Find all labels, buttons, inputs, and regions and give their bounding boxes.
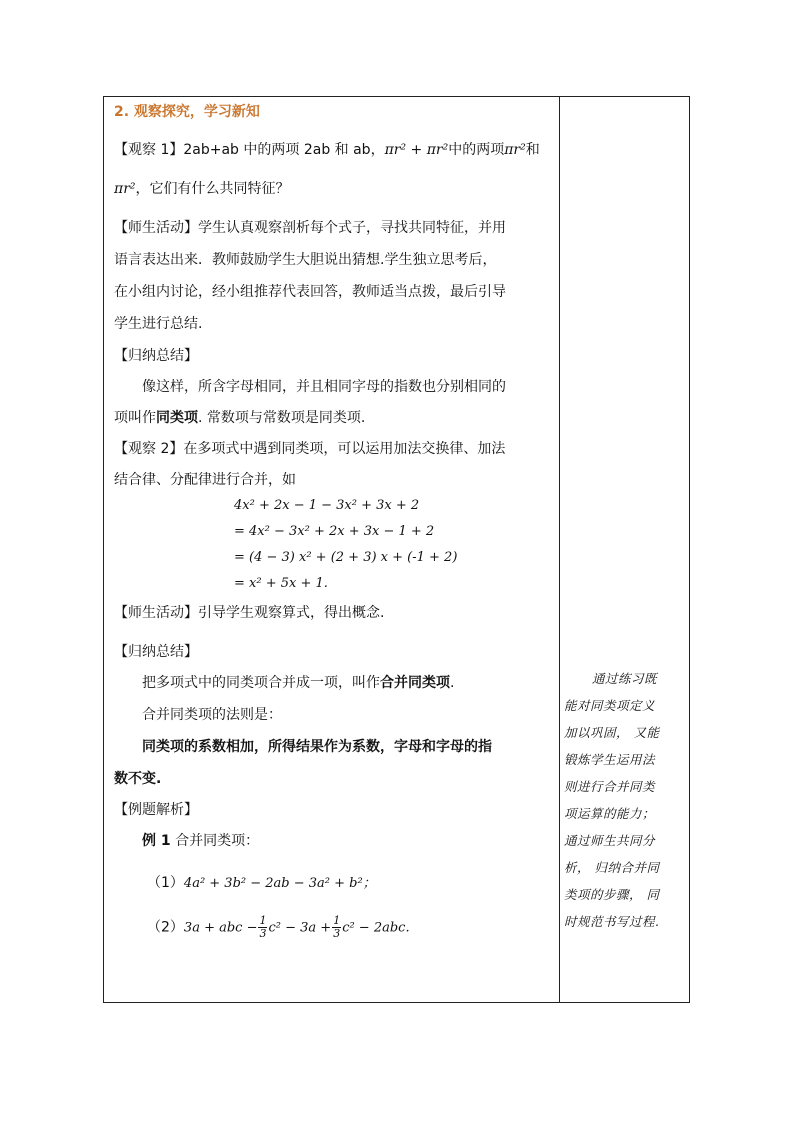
equation-line-2: = 4x² − 3x² + 2x + 3x − 1 + 2 [234,524,435,539]
example-tag: 【例题解析】 [114,802,198,818]
problem-1 [147,872,376,892]
summary-2-line2: 合并同类项的法则是： [142,707,282,723]
side-note-line: 通过练习既 [592,671,658,686]
problem-2 [147,915,410,940]
activity-1-line1 [114,217,506,237]
fraction-denominator: 3 [259,927,267,940]
summary-2-line1 [142,672,454,692]
equation-line-1: 4x² + 2x − 1 − 3x² + 3x + 2 [234,498,420,513]
observation-1-tag: 【观察 1】 [114,142,184,158]
fraction-one-third [332,915,341,940]
observation-1-text-a: 2ab+ab 中的两项 2ab 和 ab， [183,142,385,158]
side-note-line: 时规范书写过程. [564,914,660,929]
problem-2-expression-post: c² − 2abc. [342,920,410,936]
observation-2-line1 [114,438,505,458]
example-number: 例 1 [142,833,171,849]
merge-term: 合并同类项 [380,675,450,691]
observation-2-tag: 【观察 2】 [114,441,184,457]
observation-1-line2 [114,178,290,198]
fraction-numerator: 1 [333,914,341,927]
equation-line-4: = x² + 5x + 1. [234,576,328,591]
observation-1-expr: πr² + πr² [384,142,449,158]
summary-1-tag: 【归纳总结】 [114,348,198,364]
fraction-one-third [258,915,267,940]
observation-1-text-d: ，它们有什么共同特征？ [135,181,290,197]
fraction-denominator: 3 [333,927,341,940]
side-note-line: 则进行合并同类 [564,779,656,794]
example-instruction: 合并同类项： [170,833,260,849]
design-intent-note [564,665,686,935]
summary-2-text-a: 把多项式中的同类项合并成一项，叫作 [142,675,380,691]
activity-1-tag: 【师生活动】 [114,220,198,236]
activity-1-line3: 在小组内讨论，经小组推荐代表回答，教师适当点拨，最后引导 [114,284,506,300]
activity-2-line [114,602,384,622]
summary-1-line1: 像这样，所含字母相同，并且相同字母的指数也分别相同的 [142,379,506,395]
summary-2-tag: 【归纳总结】 [114,644,198,660]
term-definition: 同类项 [156,410,198,426]
fraction-numerator: 1 [259,914,267,927]
side-note-line: 项运算的能力； [564,806,656,821]
observation-1-line1 [114,139,540,159]
activity-2-tag: 【师生活动】 [114,605,198,621]
problem-1-label: （1） [147,875,184,891]
observation-1-term: πr² [504,142,526,158]
observation-1-text-c: 和 [525,142,540,158]
summary-1-text-c: . 常数项与常数项是同类项. [198,410,366,426]
side-note-line: 类项的步骤， 同 [564,887,660,902]
rule-line1: 同类项的系数相加，所得结果作为系数，字母和字母的指 [142,739,492,755]
lesson-table [103,96,690,1003]
activity-2-text: 引导学生观察算式，得出概念. [198,605,385,621]
activity-1-line4: 学生进行总结. [114,316,203,332]
side-note-line: 通过师生共同分 [564,833,656,848]
observation-2-line2: 结合律、分配律进行合并，如 [114,472,296,488]
observation-1-term2: πr² [114,181,136,197]
summary-1-line2 [114,407,365,427]
activity-1-text: 学生认真观察剖析每个式子，寻找共同特征，并用 [198,220,506,236]
observation-1-text-b: 中的两项 [448,142,505,158]
problem-1-expression: 4a² + 3b² − 2ab − 3a² + b²； [183,876,376,891]
side-note-line: 能对同类项定义 [564,698,656,713]
observation-2-text: 在多项式中遇到同类项，可以运用加法交换律、加法 [183,441,506,457]
activity-1-line2: 语言表达出来．教师鼓励学生大胆说出猜想.学生独立思考后， [114,252,497,268]
problem-2-label: （2） [147,919,184,936]
equation-line-3: = (4 − 3) x² + (2 + 3) x + (-1 + 2) [234,550,458,565]
side-note-line: 锻炼学生运用法 [564,752,656,767]
summary-2-text-c: . [450,675,455,691]
problem-2-expression-pre: 3a + abc − [183,920,258,936]
side-note-line: 析， 归纳合并同 [564,860,660,875]
summary-1-text-a: 项叫作 [114,410,156,426]
rule-line2: 数不变. [114,771,162,787]
section-title: 2. 观察探究，学习新知 [114,104,260,120]
column-divider [559,97,560,1002]
example-title [142,830,259,850]
side-note-line: 加以巩固， 又能 [564,725,660,740]
problem-2-expression-mid: c² − 3a + [268,920,332,936]
